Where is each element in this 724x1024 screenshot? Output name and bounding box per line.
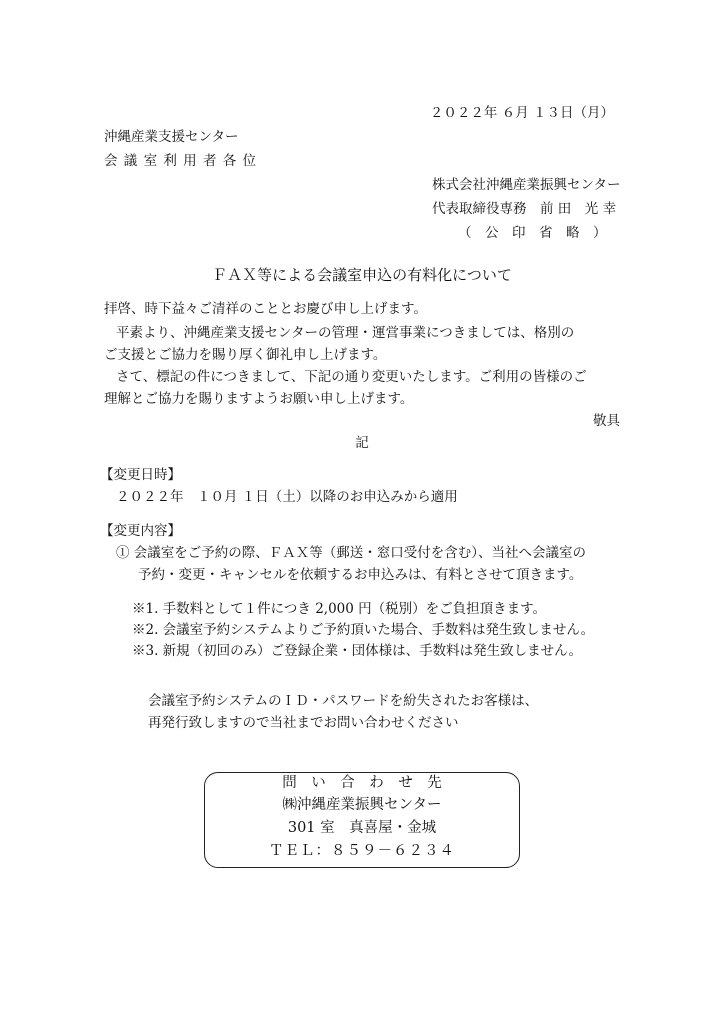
body-paragraph-line: 理解とご協力を賜りますようお願い申し上げます。 [104,391,414,407]
contact-room: 301 室 真喜屋・金城 [287,820,437,836]
body-paragraph-line: 拝啓、時下益々ご清祥のこととお慶び申し上げます。 [104,301,427,317]
closing-word: 敬具 [593,413,620,429]
body-paragraph-line: ご支援とご協力を賜り厚く御礼申し上げます。 [104,347,387,363]
contact-company: ㈱沖縄産業振興センター [282,797,442,813]
contact-heading: 問 い 合 わ せ 先 [282,775,442,791]
change-item-1-line-2: 予約・変更・キャンセルを依頼するお申込みは、有料とさせて頂きます。 [138,567,583,583]
seal-omitted-note: （ 公 印 省 略 ） [458,225,607,241]
document-title: ＦＡＸ等による会議室申込の有料化について [212,266,512,284]
recipient-line-1: 沖縄産業支援センター [104,129,239,145]
ki-marker: 記 [355,435,369,451]
change-date-text: ２０２２年 １０月 １日（土）以降のお申込みから適用 [116,489,458,505]
contact-box [204,772,520,868]
change-item-1-line-1: ① 会議室をご予約の際、ＦＡＸ等（郵送・窓口受付を含む）、当社へ会議室の [116,545,587,561]
password-note-line-2: 再発行致しますので当社までお問い合わせください [148,715,459,731]
document-date: ２０２２年 ６月 １３日（月） [429,105,614,121]
contact-phone: ＴＥＬ：８５９－６２３４ [269,843,455,859]
password-note-line-1: 会議室予約システムのＩＤ・パスワードを紛失されたお客様は、 [148,693,539,709]
fee-note: ※2. 会議室予約システムよりご予約頂いた場合、手数料は発生致しません。 [132,622,595,638]
sender-person: 代表取締役専務 前 田 光 幸 [432,201,617,217]
body-paragraph-line: さて、標記の件につきまして、下記の通り変更いたします。ご利用の皆様のご [116,369,587,385]
sender-company: 株式会社沖縄産業振興センター [432,177,621,193]
change-date-heading: 【変更日時】 [100,467,181,483]
fee-note: ※1. 手数料として１件につき 2,000 円（税別）をご負担頂きます。 [132,601,547,617]
body-paragraph-line: 平素より、沖縄産業支援センターの管理・運営事業につきましては、格別の [116,325,575,341]
recipient-line-2: 会 議 室 利 用 者 各 位 [104,153,258,169]
fee-note: ※3. 新規（初回のみ）ご登録企業・団体様は、手数料は発生致しません。 [132,643,582,659]
change-content-heading: 【変更内容】 [100,523,181,539]
